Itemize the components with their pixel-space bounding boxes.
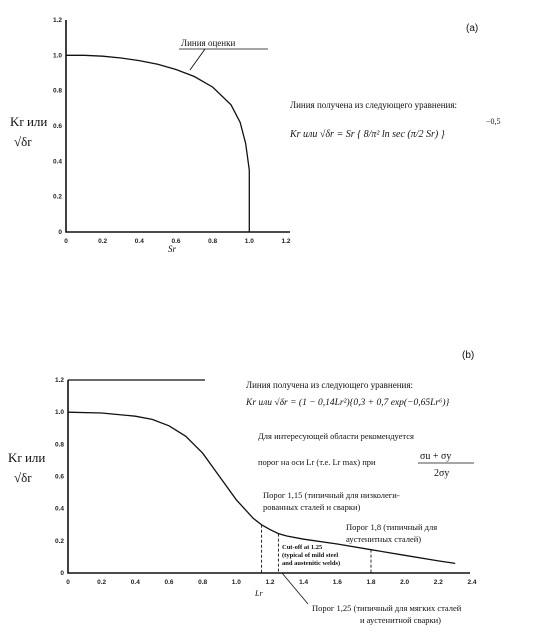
panel-b-x-tick-label: 0.8: [198, 579, 208, 586]
panel-a-axes: [66, 20, 290, 232]
cutoff-inset-line2: (typical of mild steel: [282, 552, 339, 559]
panel-b-y-tick-label: 0.4: [54, 505, 64, 513]
panel-a-equation-intro: Линия получена из следующего уравнения:: [290, 100, 457, 110]
panel-a-x-tick-label: 0.4: [134, 238, 144, 245]
cutoff-18-line1: Порог 1,8 (типичный для: [346, 522, 438, 532]
panel-b-recommend-line1: Для интересующей области рекомендуется: [258, 431, 414, 441]
panel-a-legend-leader: [190, 49, 205, 70]
panel-a-x-tick-label: 1.0: [244, 238, 254, 245]
panel-a-y-tick-label: 1.0: [52, 52, 62, 60]
panel-b-x-tick-label: 2.4: [467, 579, 477, 586]
panel-b-y-tick-label: 0.6: [54, 473, 64, 481]
panel-a-xlabel: Sr: [168, 244, 177, 254]
panel-b-x-tick-label: 0: [66, 579, 70, 586]
panel-b-equation: Kr или √δr = (1 − 0,14Lr²){0,3 + 0,7 exp(−0,65Lr⁶)}: [246, 398, 450, 408]
panel-a-equation-exponent: −0,5: [486, 117, 501, 126]
panel-b-y-tick-label: 0.2: [54, 537, 64, 545]
panel-b-x-ticks: [66, 579, 477, 586]
cutoff-125-line1: Порог 1,25 (типичный для мягких сталей: [312, 603, 462, 613]
panel-a-x-tick-label: 1.2: [281, 238, 291, 245]
panel-b-xlabel: Lr: [255, 589, 263, 598]
panel-b-equation-intro: Линия получена из следующего уравнения:: [246, 380, 413, 390]
panel-b-ylabel-bottom: √δr: [14, 470, 32, 485]
cutoff-115-line2: рованных сталей и сварки): [263, 502, 361, 512]
panel-a-x-ticks: [64, 238, 291, 245]
panel-a-y-tick-label: 0: [58, 229, 62, 236]
panel-b-fraction-denominator: 2σy: [434, 468, 450, 479]
panel-b-x-tick-label: 0.4: [130, 579, 140, 586]
panel-b-x-tick-label: 1.6: [332, 579, 342, 586]
panel-a-label: (a): [466, 23, 479, 34]
panel-a-x-tick-label: 0: [64, 238, 68, 245]
panel-a-y-tick-label: 0.4: [52, 158, 62, 166]
panel-a-x-tick-label: 0.6: [171, 238, 181, 245]
cutoff-18-line2: аустенитных сталей): [346, 534, 422, 544]
panel-a: [10, 17, 501, 254]
panel-b-y-tick-label: 1.2: [54, 377, 64, 384]
panel-a-equation: Kr или √δr = Sr { 8/π² ln sec (π/2 Sr) }: [290, 129, 445, 140]
panel-a-ylabel-top: Kr или: [10, 114, 48, 129]
panel-b-y-ticks: [55, 377, 64, 577]
panel-a-x-tick-label: 0.2: [98, 238, 108, 245]
panel-b-y-tick-label: 1.0: [54, 409, 64, 417]
panel-a-y-ticks: [53, 17, 62, 236]
panel-a-y-tick-label: 0.6: [52, 123, 62, 130]
panel-b-y-tick-label: 0: [60, 570, 64, 577]
panel-b-ylabel-top: Kr или: [8, 450, 46, 465]
panel-a-y-tick-label: 0.8: [52, 87, 62, 95]
cutoff-inset-line1: Cut-off at 1.25: [282, 544, 323, 551]
panel-b-y-tick-label: 0.8: [54, 441, 64, 449]
panel-b: [8, 350, 477, 625]
cutoff-125-leader: [282, 573, 308, 604]
panel-b-x-tick-label: 1.0: [231, 579, 241, 586]
panel-b-x-tick-label: 0.2: [97, 579, 107, 586]
panel-a-curve-group: [66, 55, 249, 232]
panel-b-x-tick-label: 2.0: [400, 579, 410, 586]
panel-b-x-tick-label: 1.2: [265, 579, 275, 586]
panel-a-y-tick-label: 0.2: [52, 193, 62, 201]
panel-a-x-tick-label: 0.8: [208, 238, 218, 245]
panel-a-series-line: [66, 55, 249, 232]
panel-b-label: (b): [462, 350, 475, 361]
panel-a-ylabel-bottom: √δr: [14, 134, 32, 149]
panel-b-x-tick-label: 1.4: [299, 579, 309, 586]
panel-b-x-tick-label: 1.8: [366, 579, 376, 586]
panel-b-axes: [68, 380, 470, 573]
cutoff-115-line1: Порог 1,15 (типичный для низколеги-: [263, 490, 400, 500]
cutoff-125-line2: и аустенитной сварки): [360, 615, 442, 625]
panel-b-x-tick-label: 0.6: [164, 579, 174, 586]
panel-b-fraction-numerator: σu + σy: [420, 451, 452, 462]
panel-a-legend-label: Линия оценки: [181, 38, 236, 48]
cutoff-inset-line3: and austenitic welds): [282, 560, 341, 567]
panel-b-x-tick-label: 2.2: [433, 579, 443, 586]
panel-a-y-tick-label: 1.2: [52, 17, 62, 24]
panel-b-recommend-line2: порог на оси Lr (т.е. Lr max) при: [258, 457, 376, 467]
